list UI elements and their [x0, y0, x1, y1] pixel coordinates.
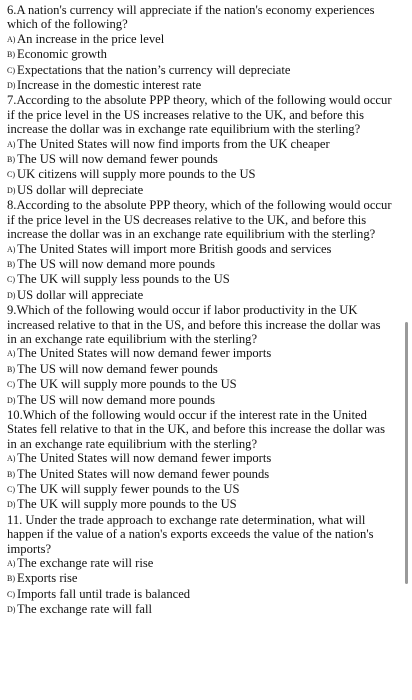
option-letter: A) — [7, 34, 16, 44]
option-text: The UK will supply fewer pounds to the US — [17, 482, 240, 496]
option-text: The US will now demand more pounds — [17, 392, 215, 407]
option-text: The UK will supply more pounds to the US — [17, 497, 237, 512]
option-b[interactable] — [7, 257, 392, 272]
option-letter: B) — [7, 259, 15, 269]
option-d[interactable] — [7, 288, 392, 303]
option-text: Imports fall until trade is balanced — [17, 586, 191, 601]
question-stem: 6.A nation's currency will appreciate if the nation's economy experiences which of the following? — [7, 3, 375, 32]
question-6 — [7, 3, 392, 93]
option-letter: C) — [7, 170, 15, 180]
option-letter: B) — [7, 155, 15, 165]
question-7 — [7, 93, 392, 198]
option-a[interactable] — [7, 242, 392, 257]
option-text: The US will now demand fewer pounds — [17, 152, 218, 167]
option-text: The United States will now find imports from the UK cheaper — [17, 136, 330, 151]
option-text: Increase in the domestic interest rate — [17, 78, 202, 93]
option-text: Economic growth — [17, 47, 107, 62]
option-c[interactable] — [7, 587, 392, 602]
question-10 — [7, 408, 392, 513]
option-letter: D) — [7, 81, 16, 91]
question-stem: 10.Which of the following would occur if the interest rate in the United States fell relative to that in the UK, and before this increase the dollar was in an exchange rate equilibrium with the sterling? — [7, 407, 386, 451]
option-letter: D) — [7, 185, 16, 195]
option-d[interactable] — [7, 78, 392, 93]
option-a[interactable] — [7, 556, 392, 571]
option-letter: C) — [7, 275, 15, 285]
option-letter: B) — [7, 364, 15, 374]
option-d[interactable] — [7, 393, 392, 408]
question-stem: 11. Under the trade approach to exchange rate determination, what will happen if the value of a nation's exports exceeds the value of the nation's imports? — [7, 512, 374, 556]
option-letter: D) — [7, 290, 16, 300]
option-a[interactable] — [7, 346, 392, 361]
option-a[interactable] — [7, 137, 392, 152]
option-letter: B) — [7, 574, 15, 584]
option-text: The UK will supply less pounds to the US — [17, 272, 230, 287]
option-letter: A) — [7, 139, 16, 149]
question-stem: 7.According to the absolute PPP theory, which of the following would occur if the price level in the US increases relative to the UK, and before this increase the dollar was in exchange rate equilibrium with the sterling? — [7, 93, 392, 137]
option-text: An increase in the price level — [17, 31, 165, 46]
option-text: Expectations that the nation’s currency will depreciate — [17, 62, 291, 77]
option-text: UK citizens will supply more pounds to the US — [17, 167, 256, 182]
option-c[interactable] — [7, 63, 392, 78]
vertical-scrollbar[interactable] — [405, 322, 408, 584]
option-text: Exports rise — [17, 571, 78, 586]
option-text: The United States will now demand fewer imports — [17, 451, 272, 466]
option-text: The US will now demand fewer pounds — [17, 361, 218, 376]
option-letter: A) — [7, 244, 16, 254]
option-b[interactable] — [7, 152, 392, 167]
option-letter: D) — [7, 605, 16, 615]
option-text: The UK will supply more pounds to the US — [17, 377, 237, 392]
option-b[interactable] — [7, 571, 392, 586]
option-d[interactable] — [7, 497, 392, 512]
option-letter: B) — [7, 50, 15, 60]
option-letter: C) — [7, 485, 15, 494]
option-c[interactable] — [7, 482, 392, 497]
question-stem: 9.Which of the following would occur if labor productivity in the UK increased relative to that in the US, and before this increase the dollar was in an exchange rate equilibrium with the sterling? — [7, 303, 381, 346]
option-text: US dollar will appreciate — [17, 287, 144, 302]
option-c[interactable] — [7, 167, 392, 182]
option-letter: A) — [7, 559, 16, 569]
option-text: The US will now demand more pounds — [17, 256, 215, 271]
option-b[interactable] — [7, 467, 392, 482]
question-8 — [7, 198, 392, 303]
option-letter: C) — [7, 589, 15, 599]
option-letter: B) — [7, 469, 15, 479]
question-9 — [7, 303, 392, 408]
option-d[interactable] — [7, 183, 392, 198]
option-b[interactable] — [7, 362, 392, 377]
option-text: The United States will now demand fewer pounds — [17, 466, 270, 481]
option-text: The United States will now demand fewer imports — [17, 346, 272, 361]
option-text: US dollar will depreciate — [17, 182, 144, 197]
option-b[interactable] — [7, 47, 392, 62]
option-letter: D) — [7, 500, 16, 510]
option-c[interactable] — [7, 272, 392, 287]
option-a[interactable] — [7, 32, 392, 47]
option-text: The exchange rate will fall — [17, 602, 152, 617]
option-d[interactable] — [7, 602, 392, 617]
question-stem: 8.According to the absolute PPP theory, which of the following would occur if the price level in the US decreases relative to the UK, and before this increase the dollar was in an exchange rate equilibrium with the sterling? — [7, 198, 392, 242]
option-letter: A) — [7, 454, 16, 464]
option-letter: C) — [7, 65, 15, 75]
option-c[interactable] — [7, 377, 392, 392]
option-text: The exchange rate will rise — [17, 556, 154, 571]
option-letter: C) — [7, 380, 15, 390]
question-11 — [7, 513, 392, 618]
option-a[interactable] — [7, 451, 392, 466]
option-text: The United States will import more British goods and services — [17, 241, 332, 256]
option-letter: A) — [7, 349, 16, 359]
option-letter: D) — [7, 395, 16, 405]
